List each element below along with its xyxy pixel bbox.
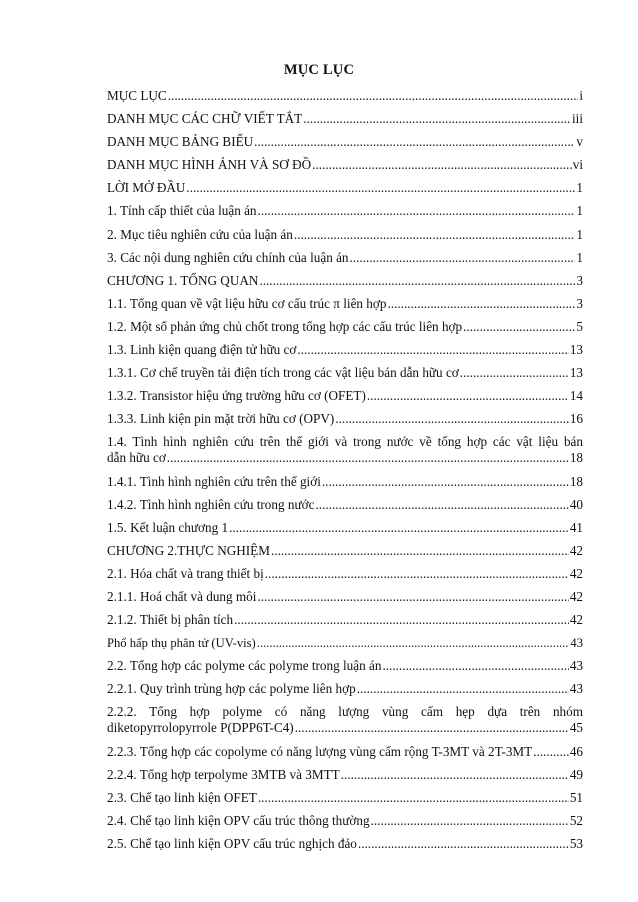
toc-entry-label: 1.4.2. Tình hình nghiên cứu trong nước xyxy=(107,496,315,512)
toc-entry[interactable] xyxy=(107,319,583,335)
toc-entry[interactable] xyxy=(107,813,583,829)
toc-entry-page: 41 xyxy=(569,519,583,535)
toc-entry-label: 2.1.1. Hoá chất và dung môi xyxy=(107,588,257,604)
toc-entry-label: 3. Các nội dung nghiên cứu chính của luận án xyxy=(107,249,349,265)
toc-entry[interactable] xyxy=(107,296,583,312)
toc-entry-label: 2.5. Chế tạo linh kiện OPV cấu trúc nghịch đảo xyxy=(107,835,357,851)
toc-entry[interactable] xyxy=(107,790,583,806)
toc-entry[interactable] xyxy=(107,704,583,736)
dot-leader xyxy=(294,227,576,243)
toc-entry[interactable] xyxy=(107,474,583,490)
dot-leader xyxy=(297,342,568,358)
toc-entry-page: 1 xyxy=(576,226,583,242)
toc-entry[interactable] xyxy=(107,566,583,582)
toc-entry-label: CHƯƠNG 1. TỔNG QUAN xyxy=(107,272,259,288)
toc-entry[interactable] xyxy=(107,365,583,381)
toc-entry[interactable] xyxy=(107,134,583,150)
dot-leader xyxy=(460,365,569,381)
dot-leader xyxy=(229,520,569,536)
toc-entry[interactable] xyxy=(107,434,583,466)
dot-leader xyxy=(167,450,569,466)
toc-entry-page: 40 xyxy=(569,496,583,512)
dot-leader xyxy=(258,790,569,806)
dot-leader xyxy=(463,319,575,335)
toc-entry-label: 1.3.2. Transistor hiệu ứng trường hữu cơ (OFET) xyxy=(107,388,366,404)
toc-entry-label: 2.2. Tổng hợp các polyme các polyme trong luận án xyxy=(107,658,382,674)
dot-leader xyxy=(295,720,569,736)
dot-leader xyxy=(387,296,575,312)
toc-entry-label: 2. Mục tiêu nghiên cứu của luận án xyxy=(107,226,293,242)
dot-leader xyxy=(312,157,572,173)
toc-entry[interactable] xyxy=(107,88,583,104)
toc-entry-label: CHƯƠNG 2.THỰC NGHIỆM xyxy=(107,542,270,558)
toc-entry-label: 2.2.4. Tổng hợp terpolyme 3MTB và 3MTT xyxy=(107,766,340,782)
dot-leader xyxy=(271,543,569,559)
dot-leader xyxy=(533,744,569,760)
dot-leader xyxy=(335,411,569,427)
toc-entry[interactable] xyxy=(107,203,583,219)
table-of-contents xyxy=(107,88,583,859)
toc-entry[interactable] xyxy=(107,635,583,651)
toc-entry-label: 1.3.3. Linh kiện pin mặt trời hữu cơ (OPV) xyxy=(107,411,335,427)
dot-leader xyxy=(257,635,570,651)
toc-entry-page: 3 xyxy=(576,295,583,311)
dot-leader xyxy=(315,497,568,513)
toc-entry-page: 51 xyxy=(569,789,583,805)
toc-entry[interactable] xyxy=(107,681,583,697)
toc-entry[interactable] xyxy=(107,273,583,289)
toc-entry[interactable] xyxy=(107,767,583,783)
toc-entry-label: 1.2. Một số phản ứng chủ chốt trong tổng hợp các cấu trúc liên hợp xyxy=(107,318,463,334)
toc-entry-label-continued: diketopyrrolopyrrole P(DPP6T-C4) xyxy=(107,720,294,736)
toc-entry[interactable] xyxy=(107,589,583,605)
dot-leader xyxy=(382,658,568,674)
toc-entry-page: vi xyxy=(572,157,583,173)
toc-entry-page: 1 xyxy=(576,203,583,219)
toc-entry-label: 2.2.1. Quy trình trùng hợp các polyme liên hợp xyxy=(107,681,356,697)
toc-entry-page: 18 xyxy=(569,450,583,466)
toc-entry-page: 42 xyxy=(569,542,583,558)
toc-entry-page: 43 xyxy=(569,658,583,674)
toc-entry-label: 1.5. Kết luận chương 1 xyxy=(107,519,229,535)
dot-leader xyxy=(234,612,569,628)
toc-entry-label: 2.1. Hóa chất và trang thiết bị xyxy=(107,565,264,581)
toc-entry-label: MỤC LỤC xyxy=(107,88,167,103)
toc-entry-label: DANH MỤC HÌNH ẢNH VÀ SƠ ĐỒ xyxy=(107,157,312,173)
toc-entry-page: 16 xyxy=(569,411,583,427)
toc-entry-label: 2.3. Chế tạo linh kiện OFET xyxy=(107,789,257,805)
toc-entry[interactable] xyxy=(107,227,583,243)
toc-entry[interactable] xyxy=(107,744,583,760)
toc-entry-page: 42 xyxy=(569,612,583,628)
dot-leader xyxy=(357,681,569,697)
toc-entry[interactable] xyxy=(107,180,583,196)
toc-entry-page: 45 xyxy=(569,720,583,736)
toc-entry-label-continued: dẫn hữu cơ xyxy=(107,450,166,466)
toc-entry-label: 1.3. Linh kiện quang điện tử hữu cơ xyxy=(107,342,297,358)
dot-leader xyxy=(322,474,569,490)
toc-entry-label: 1.4.1. Tình hình nghiên cứu trên thế giới xyxy=(107,473,321,489)
toc-entry-page: 43 xyxy=(570,636,583,651)
toc-entry-page: 1 xyxy=(576,249,583,265)
toc-entry-page: iii xyxy=(572,111,583,127)
dot-leader xyxy=(168,88,579,104)
dot-leader xyxy=(341,767,569,783)
toc-entry-page: 13 xyxy=(569,365,583,381)
dot-leader xyxy=(367,388,569,404)
toc-entry[interactable] xyxy=(107,342,583,358)
toc-entry-label: LỜI MỞ ĐẦU xyxy=(107,180,186,196)
toc-entry-label: 1.3.1. Cơ chế truyền tải điện tích trong các vật liệu bán dẫn hữu cơ xyxy=(107,365,459,381)
toc-entry[interactable] xyxy=(107,411,583,427)
toc-entry-label: Phổ hấp thụ phân tử (UV-vis) xyxy=(107,636,256,651)
toc-entry-label: 1.1. Tổng quan về vật liệu hữu cơ cấu trúc π liên hợp xyxy=(107,295,387,311)
toc-entry-page: 43 xyxy=(569,681,583,697)
toc-entry-label: 2.2.2. Tổng hợp polyme có năng lượng vùng cấm hẹp dựa trên nhóm xyxy=(107,704,583,720)
page-title: MỤC LỤC xyxy=(283,62,355,78)
toc-entry-label: 1.4. Tình hình nghiên cứu trên thế giới và trong nước về tổng hợp các vật liệu bán xyxy=(107,434,583,450)
dot-leader xyxy=(186,180,575,196)
toc-entry-page: 46 xyxy=(569,743,583,759)
toc-entry-label: 1. Tính cấp thiết của luận án xyxy=(107,203,257,219)
toc-entry-page: 42 xyxy=(569,588,583,604)
dot-leader xyxy=(258,203,576,219)
toc-entry-label: 2.2.3. Tổng hợp các copolyme có năng lượng vùng cấm rộng T-3MT và 2T-3MT xyxy=(107,743,533,759)
toc-entry[interactable] xyxy=(107,836,583,852)
dot-leader xyxy=(254,134,575,150)
toc-entry-label: 2.4. Chế tạo linh kiện OPV cấu trúc thông thường xyxy=(107,812,370,828)
dot-leader xyxy=(259,273,575,289)
dot-leader xyxy=(265,566,569,582)
toc-entry-page: i xyxy=(579,88,583,103)
toc-entry-label: 2.1.2. Thiết bị phân tích xyxy=(107,612,234,628)
toc-entry-page: 5 xyxy=(576,318,583,334)
toc-entry[interactable] xyxy=(107,497,583,513)
dot-leader xyxy=(371,813,569,829)
toc-entry-page: 42 xyxy=(569,565,583,581)
dot-leader xyxy=(303,111,571,127)
toc-entry[interactable] xyxy=(107,543,583,559)
toc-entry[interactable] xyxy=(107,157,583,173)
toc-entry[interactable] xyxy=(107,612,583,628)
dot-leader xyxy=(358,836,569,852)
dot-leader xyxy=(257,589,568,605)
toc-entry[interactable] xyxy=(107,250,583,266)
toc-entry-page: 52 xyxy=(569,812,583,828)
toc-entry-page: 1 xyxy=(576,180,583,196)
dot-leader xyxy=(350,250,576,266)
toc-entry[interactable] xyxy=(107,388,583,404)
toc-entry-page: 53 xyxy=(569,835,583,851)
toc-entry[interactable] xyxy=(107,111,583,127)
toc-entry[interactable] xyxy=(107,658,583,674)
toc-entry-label: DANH MỤC CÁC CHỮ VIẾT TẮT xyxy=(107,111,303,127)
toc-entry-page: v xyxy=(576,134,583,150)
toc-entry-page: 3 xyxy=(576,272,583,288)
toc-entry-page: 49 xyxy=(569,766,583,782)
toc-entry-label: DANH MỤC BẢNG BIỂU xyxy=(107,134,254,150)
toc-entry-page: 13 xyxy=(569,342,583,358)
toc-entry[interactable] xyxy=(107,520,583,536)
toc-entry-page: 14 xyxy=(569,388,583,404)
toc-entry-page: 18 xyxy=(569,473,583,489)
